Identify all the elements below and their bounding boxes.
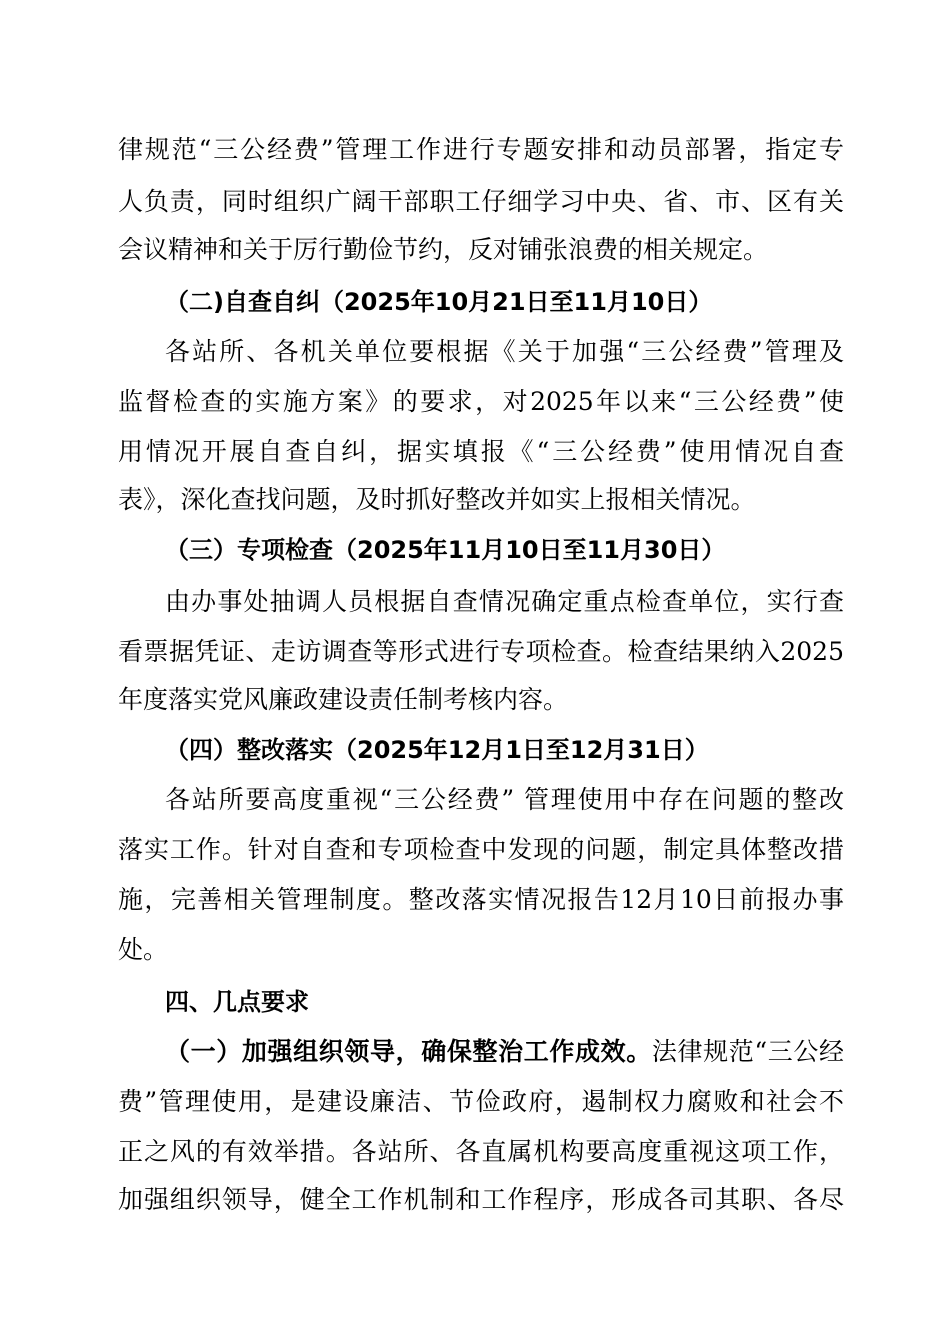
section-heading-special-inspection: （三）专项检查（2025年11月10日至11月30日） xyxy=(165,536,726,564)
body-text-line: 加强组织领导，健全工作机制和工作程序，形成各司其职、各尽 xyxy=(118,1185,844,1214)
body-text-line: 律规范“三公经费”管理工作进行专题安排和动员部署，指定专 xyxy=(118,135,844,164)
paragraph-lead-text: 法律规范“三公经 xyxy=(651,1037,844,1066)
body-text-line: 施，完善相关管理制度。整改落实情况报告12月10日前报办事 xyxy=(118,885,844,914)
body-text-line: 会议精神和关于厉行勤俭节约，反对铺张浪费的相关规定。 xyxy=(118,235,769,264)
body-text-line: 表》，深化查找问题，及时抓好整改并如实上报相关情况。 xyxy=(118,485,756,514)
body-text-line: 费”管理使用，是建设廉洁、节俭政府，遏制权力腐败和社会不 xyxy=(118,1087,844,1116)
body-text-line: 正之风的有效举措。各站所、各直属机构要高度重视这项工作， xyxy=(118,1137,844,1166)
body-text-line-with-lead xyxy=(165,1032,844,1072)
body-text-line: 落实工作。针对自查和专项检查中发现的问题，制定具体整改措 xyxy=(118,835,844,864)
body-text-line: 人负责，同时组织广阔干部职工仔细学习中央、省、市、区有关 xyxy=(118,187,844,216)
section-heading-self-inspection: （二)自查自纠（2025年10月21日至11月10日） xyxy=(165,288,713,316)
body-text-line: 年度落实党风廉政建设责任制考核内容。 xyxy=(118,685,569,714)
paragraph-lead-heading: （一）加强组织领导，确保整治工作成效。 xyxy=(165,1037,652,1066)
body-text-line: 各站所要高度重视“三公经费” 管理使用中存在问题的整改 xyxy=(165,785,844,814)
body-text-line: 各站所、各机关单位要根据《关于加强“三公经费”管理及 xyxy=(165,337,844,366)
body-text-line: 处。 xyxy=(118,935,169,964)
body-text-line: 看票据凭证、走访调查等形式进行专项检查。检查结果纳入2025 xyxy=(118,637,844,666)
section-heading-rectification: （四）整改落实（2025年12月1日至12月31日） xyxy=(165,736,709,764)
body-text-line: 由办事处抽调人员根据自查情况确定重点检查单位，实行查 xyxy=(165,587,844,616)
body-text-line: 监督检查的实施方案》的要求，对2025年以来“三公经费”使 xyxy=(118,387,844,416)
chapter-heading-requirements: 四、几点要求 xyxy=(165,988,309,1016)
body-text-line: 用情况开展自查自纠，据实填报《“三公经费”使用情况自查 xyxy=(118,437,844,466)
